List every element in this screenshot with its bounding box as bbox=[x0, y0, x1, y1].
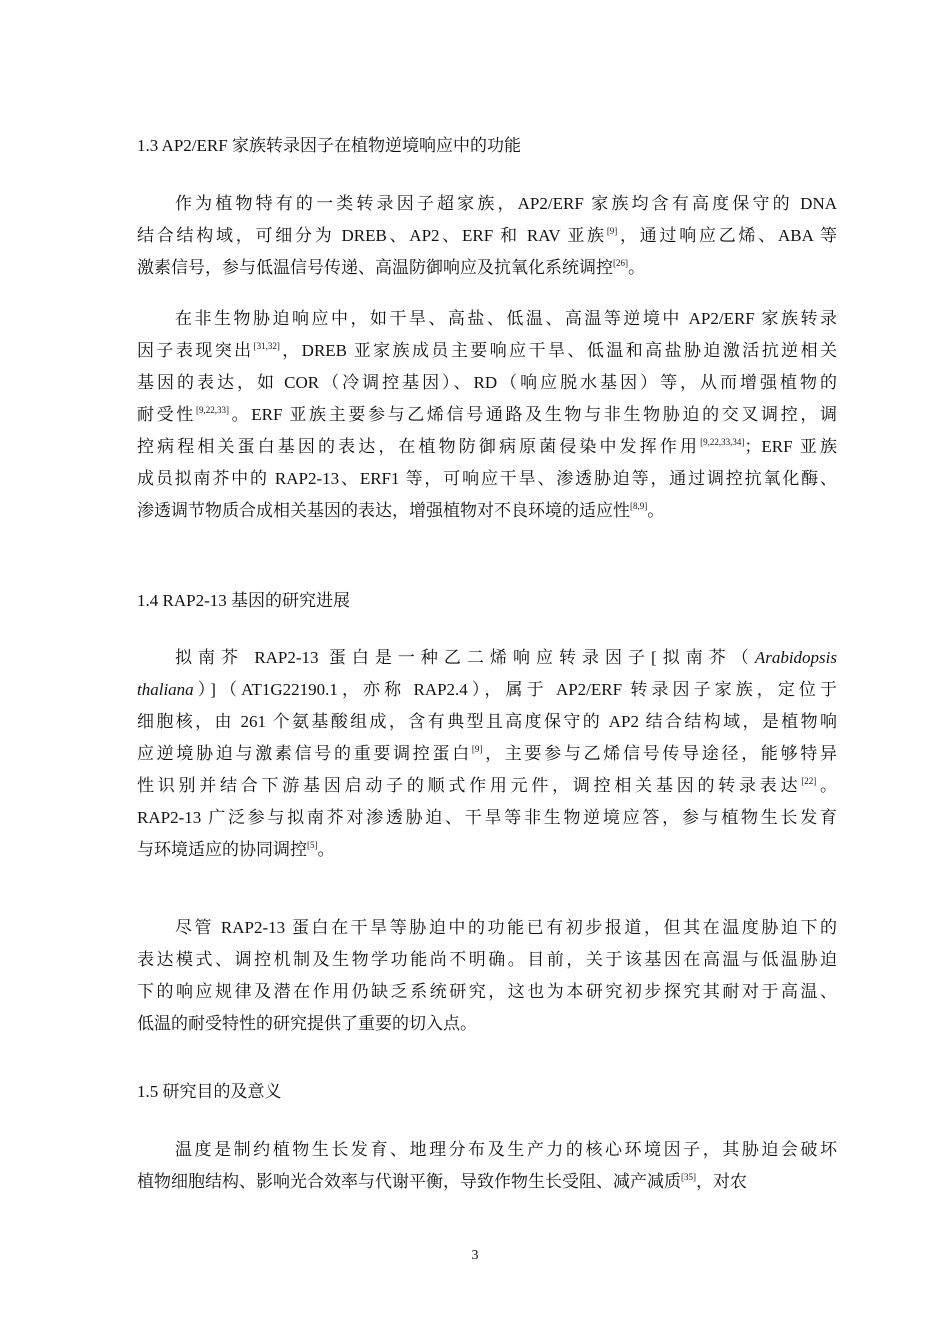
text-line bbox=[137, 1134, 837, 1166]
citation: [5] bbox=[307, 840, 318, 850]
text-line bbox=[137, 834, 837, 866]
text-line bbox=[137, 463, 837, 495]
text-run: 激素信号，参与低温信号传递、高温防御响应及抗氧化系统调控 bbox=[137, 258, 613, 277]
text-run: ，对农 bbox=[696, 1172, 747, 1191]
text-run: ）]（AT1G22190.1，亦称 RAP2.4），属于 AP2/ERF 转录因子家族，定位于 bbox=[193, 680, 837, 699]
paragraph-1-3-b bbox=[137, 303, 837, 527]
text-line bbox=[137, 944, 837, 976]
text-line bbox=[137, 912, 837, 944]
text-run: 表达模式、调控机制及生物学功能尚不明确。目前，关于该基因在高温与低温胁迫 bbox=[137, 950, 837, 969]
citation: [9,22,33,34] bbox=[700, 437, 745, 447]
text-run: ，DREB 亚家族成员主要响应干旱、低温和高盐胁迫激活抗逆相关 bbox=[279, 341, 837, 360]
text-run: ；ERF 亚族 bbox=[744, 437, 837, 456]
text-line bbox=[137, 367, 837, 399]
text-line bbox=[137, 642, 837, 674]
text-run: 渗透调节物质合成相关基因的表达，增强植物对不良环境的适应性 bbox=[137, 501, 630, 520]
paragraph-1-4-a bbox=[137, 642, 837, 866]
text-run: 耐受性 bbox=[137, 405, 196, 424]
text-line bbox=[137, 220, 837, 252]
text-line bbox=[137, 802, 837, 834]
text-run: 因子表现突出 bbox=[137, 341, 254, 360]
citation: [9] bbox=[606, 226, 618, 236]
text-run: 细胞核，由 261 个氨基酸组成，含有典型且高度保守的 AP2 结合结构域，是植物响 bbox=[137, 712, 837, 731]
text-run: 在非生物胁迫响应中，如干旱、高盐、低温、高温等逆境中 AP2/ERF 家族转录 bbox=[175, 309, 837, 328]
text-line bbox=[137, 1008, 837, 1040]
citation: [8,9] bbox=[630, 501, 648, 511]
text-run: 结合结构域，可细分为 DREB、AP2、ERF 和 RAV 亚族 bbox=[137, 226, 607, 245]
text-line bbox=[137, 674, 837, 706]
text-line bbox=[137, 188, 837, 220]
text-line bbox=[137, 335, 837, 367]
text-line bbox=[137, 770, 837, 802]
paragraph-1-3-a bbox=[137, 188, 837, 284]
text-run: 拟南芥 RAP2-13 蛋白是一种乙二烯响应转录因子[拟南芥（ bbox=[175, 648, 755, 667]
text-run: 作为植物特有的一类转录因子超家族，AP2/ERF 家族均含有高度保守的 DNA bbox=[175, 194, 837, 213]
text-run: 性识别并结合下游基因启动子的顺式作用元件，调控相关基因的转录表达 bbox=[137, 776, 802, 795]
italic-term: thaliana bbox=[137, 680, 194, 699]
text-run: 基因的表达，如 COR（冷调控基因）、RD（响应脱水基因）等，从而增强植物的 bbox=[137, 373, 837, 392]
text-run: RAP2-13 广泛参与拟南芥对渗透胁迫、干旱等非生物逆境应答，参与植物生长发育 bbox=[137, 808, 837, 827]
text-run: 。ERF 亚族主要参与乙烯信号通路及生物与非生物胁迫的交叉调控，调 bbox=[228, 405, 837, 424]
text-line bbox=[137, 738, 837, 770]
text-line bbox=[137, 1166, 837, 1198]
text-run: 尽管 RAP2-13 蛋白在干旱等胁迫中的功能已有初步报道，但其在温度胁迫下的 bbox=[175, 918, 837, 937]
text-run: 低温的耐受特性的研究提供了重要的切入点。 bbox=[137, 1014, 477, 1033]
text-run: 与环境适应的协同调控 bbox=[137, 840, 307, 859]
citation: [9,22,33] bbox=[195, 405, 229, 415]
text-line bbox=[137, 706, 837, 738]
text-run: 成员拟南芥中的 RAP2-13、ERF1 等，可响应干旱、渗透胁迫等，通过调控抗氧化酶、 bbox=[137, 469, 837, 488]
text-run: 。 bbox=[628, 258, 645, 277]
citation: [22] bbox=[801, 776, 817, 786]
text-line bbox=[137, 252, 837, 284]
italic-term: Arabidopsis bbox=[754, 648, 837, 667]
section-heading-1-5: 1.5 研究目的及意义 bbox=[137, 1082, 282, 1101]
citation: [35] bbox=[681, 1172, 696, 1182]
text-run: 控病程相关蛋白基因的表达，在植物防御病原菌侵染中发挥作用 bbox=[137, 437, 701, 456]
text-run: 。 bbox=[647, 501, 665, 520]
text-line bbox=[137, 495, 837, 527]
text-line bbox=[137, 976, 837, 1008]
section-heading-1-4: 1.4 RAP2-13 基因的研究进展 bbox=[137, 591, 350, 610]
page-number: 3 bbox=[471, 1248, 479, 1263]
text-run: ，主要参与乙烯信号传导途径，能够特异 bbox=[482, 744, 838, 763]
paragraph-1-5-a bbox=[137, 1134, 837, 1198]
text-run: ，通过响应乙烯、ABA 等 bbox=[617, 226, 837, 245]
text-run: 植物细胞结构、影响光合效率与代谢平衡，导致作物生长受阻、减产减质 bbox=[137, 1172, 681, 1191]
text-line bbox=[137, 431, 837, 463]
text-line bbox=[137, 399, 837, 431]
paragraph-1-4-b bbox=[137, 912, 837, 1040]
text-run: 。 bbox=[816, 776, 838, 795]
citation: [26] bbox=[613, 258, 628, 268]
text-line bbox=[137, 303, 837, 335]
text-run: 温度是制约植物生长发育、地理分布及生产力的核心环境因子，其胁迫会破坏 bbox=[175, 1140, 837, 1159]
text-run: 下的响应规律及潜在作用仍缺乏系统研究，这也为本研究初步探究其耐对于高温、 bbox=[137, 982, 837, 1001]
citation: [9] bbox=[471, 744, 483, 754]
section-heading-1-3: 1.3 AP2/ERF 家族转录因子在植物逆境响应中的功能 bbox=[137, 136, 521, 155]
citation: [31,32] bbox=[253, 341, 280, 351]
text-run: 。 bbox=[317, 840, 335, 859]
text-run: 应逆境胁迫与激素信号的重要调控蛋白 bbox=[137, 744, 472, 763]
